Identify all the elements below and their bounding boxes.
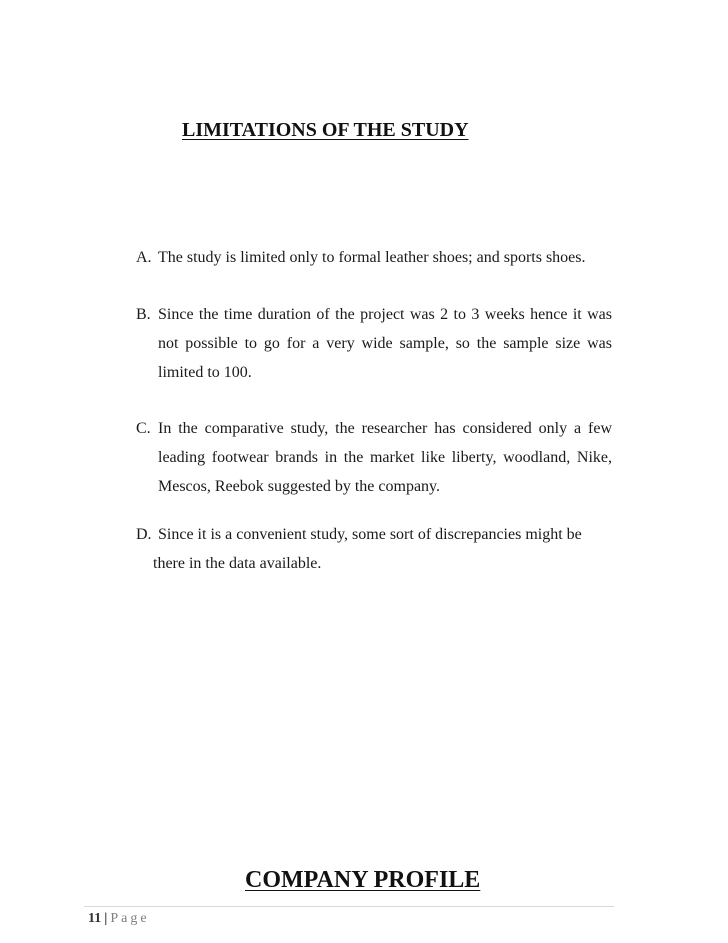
- page-label: Page: [110, 911, 150, 926]
- company-profile-heading: COMPANY PROFILE: [245, 867, 481, 893]
- footer-divider: [84, 906, 614, 907]
- limitations-heading: LIMITATIONS OF THE STUDY: [182, 119, 469, 141]
- footer-separator: |: [104, 911, 108, 926]
- limitation-line: [136, 520, 612, 549]
- limitation-item-a: [136, 243, 612, 272]
- item-marker: A.: [136, 249, 152, 266]
- item-text: Since it is a convenient study, some sort of discrepancies might be: [158, 526, 582, 543]
- item-text: leading footwear brands in the market like liberty, woodland, Nike,: [158, 449, 612, 466]
- item-text: Mescos, Reebok suggested by the company.: [158, 478, 441, 495]
- item-text: limited to 100.: [158, 364, 252, 381]
- page-number: 11: [88, 911, 102, 926]
- item-text: Since the time duration of the project was 2 to 3 weeks hence it was: [158, 306, 612, 323]
- item-marker: D.: [136, 526, 152, 543]
- item-text: not possible to go for a very wide sample, so the sample size was: [158, 335, 612, 352]
- limitation-item-c: [136, 414, 612, 501]
- item-text: In the comparative study, the researcher has considered only a few: [158, 420, 612, 437]
- item-text: The study is limited only to formal leather shoes; and sports shoes.: [158, 249, 586, 266]
- limitation-line: [136, 414, 612, 443]
- page-footer: [88, 911, 150, 927]
- limitation-item-d: [136, 520, 612, 578]
- item-text: there in the data available.: [153, 555, 322, 572]
- limitation-item-b: [136, 300, 612, 387]
- limitation-line: [136, 243, 612, 272]
- limitation-line: [136, 300, 612, 329]
- item-marker: C.: [136, 420, 151, 437]
- item-marker: B.: [136, 306, 151, 323]
